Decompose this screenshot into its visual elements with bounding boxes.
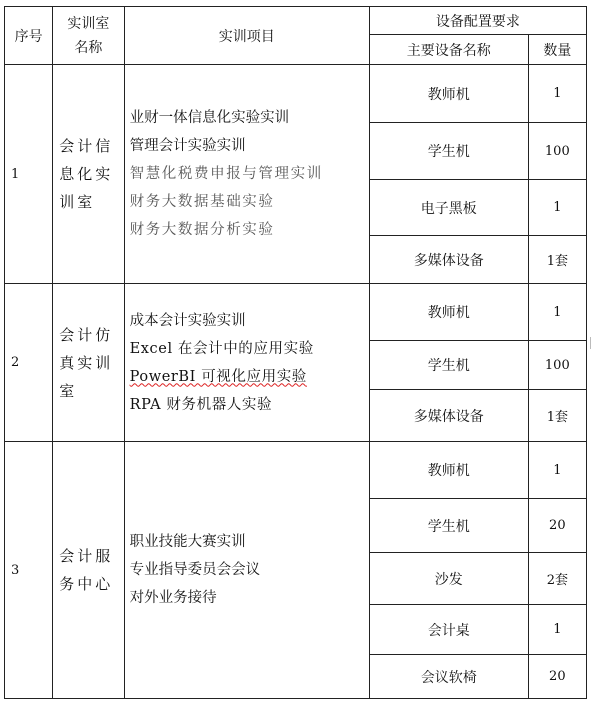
row-number: 3 (5, 442, 53, 699)
equipment-name: 会计桌 (369, 605, 528, 655)
equipment-name: 学生机 (369, 123, 528, 180)
header-quantity: 数量 (528, 35, 586, 65)
header-equipment-group: 设备配置要求 (369, 7, 586, 35)
project-item: 对外业务接待 (129, 590, 217, 606)
equipment-name: 教师机 (369, 442, 528, 499)
equipment-name: 会议软椅 (369, 655, 528, 699)
project-item: 智慧化税费申报与管理实训 (129, 166, 323, 182)
project-list (124, 442, 369, 699)
equipment-qty: 1 (528, 284, 586, 341)
project-list (124, 65, 369, 284)
equipment-qty: 20 (528, 499, 586, 553)
equipment-table (4, 6, 587, 699)
header-row-1 (5, 7, 587, 35)
equipment-name: 教师机 (369, 65, 528, 123)
equipment-qty: 100 (528, 123, 586, 180)
project-item: 财务大数据基础实验 (129, 194, 275, 210)
equipment-qty: 2套 (528, 553, 586, 605)
equipment-name: 教师机 (369, 284, 528, 341)
project-item: 管理会计实验实训 (129, 138, 246, 154)
header-equipment-name: 主要设备名称 (369, 35, 528, 65)
project-item: Excel 在会计中的应用实验 (129, 340, 314, 357)
room-name: 会计信 息化实 训室 (53, 65, 124, 284)
project-item: 财务大数据分析实验 (129, 222, 275, 238)
equipment-qty: 1 (528, 605, 586, 655)
project-item: RPA 财务机器人实验 (129, 396, 273, 413)
header-room-line2: 名称 (74, 39, 103, 56)
equipment-qty: 1套 (528, 236, 586, 284)
project-item: 职业技能大赛实训 (129, 534, 246, 550)
equipment-qty: 1 (528, 442, 586, 499)
equipment-name: 电子黑板 (369, 180, 528, 236)
header-no: 序号 (5, 7, 53, 65)
equipment-name: 多媒体设备 (369, 390, 528, 442)
header-room-line1: 实训室 (67, 15, 110, 32)
table-row (5, 284, 587, 341)
equipment-qty: 1 (528, 180, 586, 236)
equipment-qty: 1 (528, 65, 586, 123)
room-name: 会计服 务中心 (53, 442, 124, 699)
row-number: 1 (5, 65, 53, 284)
page-edge-marker (590, 337, 591, 349)
project-item: 业财一体信息化实验实训 (129, 110, 290, 126)
header-room (53, 7, 124, 65)
project-list (124, 284, 369, 442)
room-name: 会计仿 真实训 室 (53, 284, 124, 442)
spellcheck-underline: PowerBI 可视化应用实验 (129, 368, 307, 385)
project-item (130, 363, 363, 391)
equipment-qty: 100 (528, 341, 586, 390)
equipment-name: 学生机 (369, 341, 528, 390)
project-item: 成本会计实验实训 (129, 312, 246, 329)
row-number: 2 (5, 284, 53, 442)
equipment-qty: 20 (528, 655, 586, 699)
equipment-name: 学生机 (369, 499, 528, 553)
table-row (5, 442, 587, 499)
equipment-name: 多媒体设备 (369, 236, 528, 284)
equipment-name: 沙发 (369, 553, 528, 605)
table-row (5, 65, 587, 123)
header-project: 实训项目 (124, 7, 369, 65)
project-item: 专业指导委员会会议 (129, 562, 261, 578)
equipment-qty: 1套 (528, 390, 586, 442)
